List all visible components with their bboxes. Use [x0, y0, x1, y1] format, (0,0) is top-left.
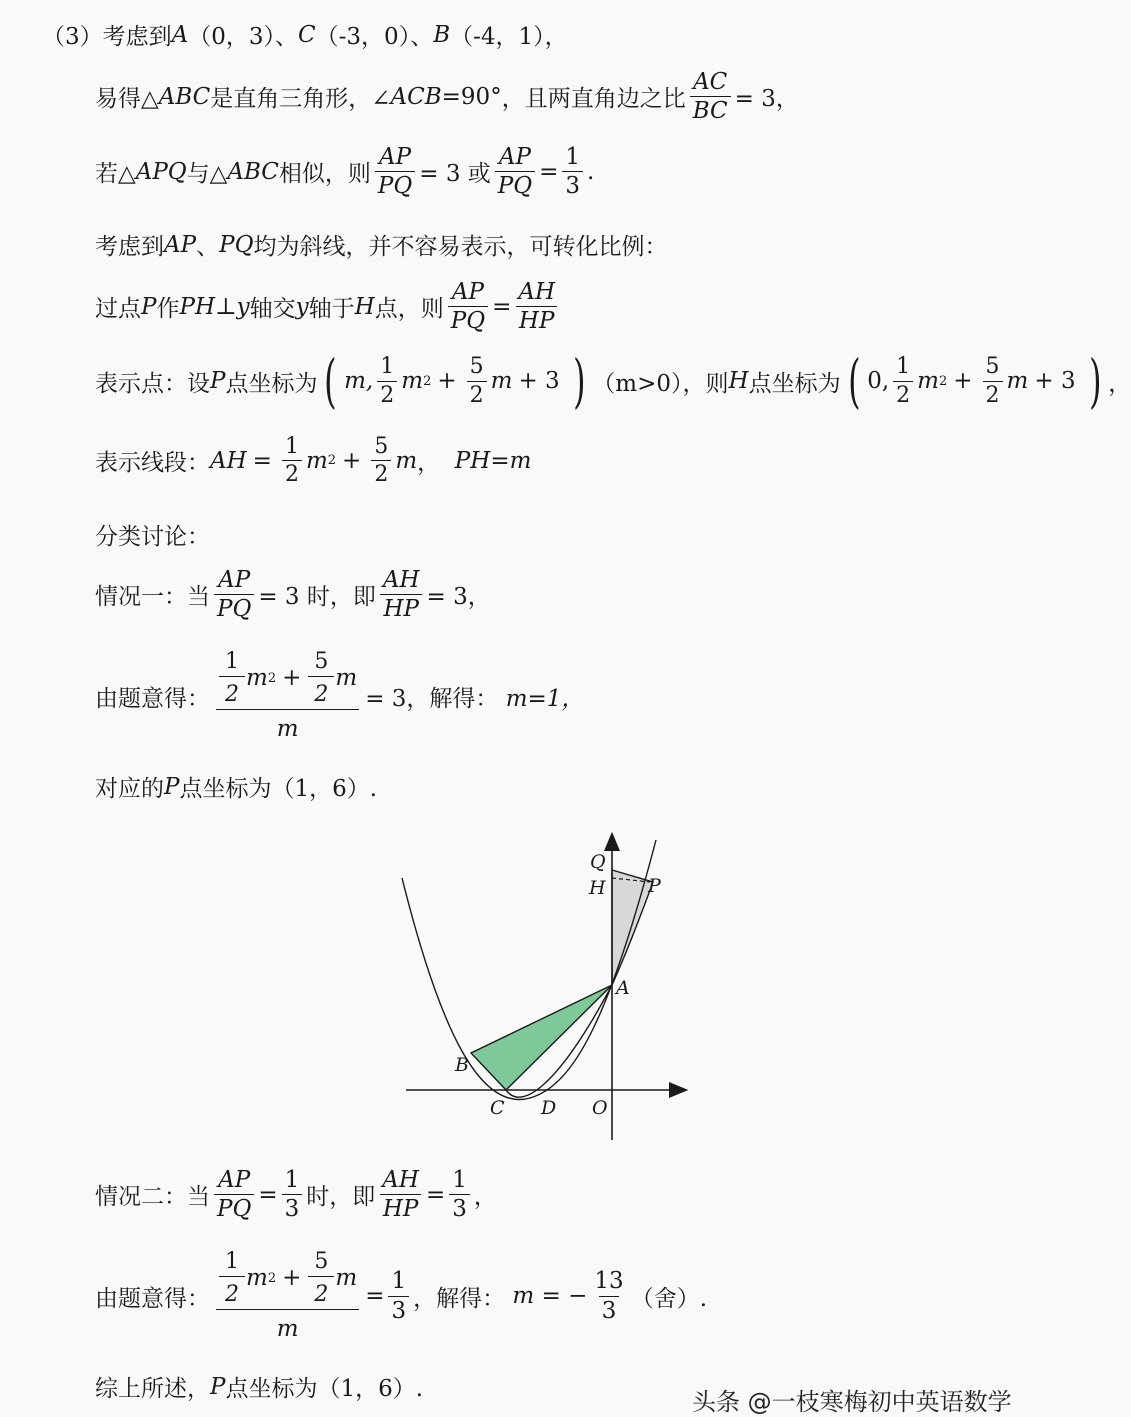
- fraction: $\frac{1}{3}$: [449, 1168, 470, 1221]
- label-o: O: [592, 1097, 608, 1119]
- fraction: $\frac{1}{2}$: [377, 355, 397, 406]
- fraction: $\frac{1}{2}$: [893, 355, 913, 406]
- compound-fraction: $\frac{1}{2}$ m 2 + $\frac{5}{2}$ m m: [216, 650, 359, 742]
- parabola-figure: [380, 830, 700, 1150]
- fraction: $\frac{1}{2}$: [282, 435, 302, 486]
- right-paren: ): [572, 347, 586, 415]
- fraction: $\frac{AP}{PQ}$: [495, 145, 535, 198]
- line-12: 情况二：当 $\frac{AP}{PQ}$ = $\frac{1}{3}$ 时，即 $\frac{AH}{HP}$ = $\frac{1}{3}$ ，: [95, 1167, 497, 1223]
- fraction: $\frac{1}{3}$: [562, 145, 583, 198]
- fraction: $\frac{5}{2}$: [311, 1250, 331, 1306]
- left-paren: (: [847, 347, 861, 415]
- line-10: 由题意得： $\frac{1}{2}$ m 2 + $\frac{5}{2}$ m m = 3，解得： m=1，: [95, 649, 585, 743]
- line-4: 考虑到 AP 、 PQ 均为斜线，并不容易表示，可转化比例：: [95, 231, 668, 260]
- fraction: $\frac{AH}{HP}$: [379, 1168, 422, 1221]
- fraction: $\frac{AP}{PQ}$: [214, 568, 254, 621]
- label-d: D: [541, 1097, 557, 1119]
- fraction: $\frac{AH}{HP}$: [380, 568, 423, 621]
- right-paren: ): [1088, 347, 1102, 415]
- line-6: 表示点：设 P 点坐标为 ( m, $\frac{1}{2}$ m 2 + $\frac{5}{2}$ m + 3 ) （m>0），则 H 点坐标为 ( 0, $\frac{1}{2}$ m 2 + $\frac{5}{2}$ m + 3 ) ，: [95, 347, 1131, 415]
- fraction: $\frac{5}{2}$: [371, 435, 391, 486]
- label-q: Q: [590, 851, 606, 873]
- line-9: 情况一：当 $\frac{AP}{PQ}$ = 3 时，即 $\frac{AH}{HP}$ = 3，: [95, 567, 491, 623]
- line-2: 易得△ ABC 是直角三角形，∠ ACB =90° ，且两直角边之比 $\frac{AC}{BC}$ = 3，: [95, 69, 799, 125]
- fraction: $\frac{AH}{HP}$: [515, 280, 558, 333]
- label-c: C: [490, 1097, 505, 1119]
- triangle-abc: [471, 985, 612, 1090]
- label-h: H: [589, 877, 606, 899]
- left-paren: (: [324, 347, 338, 415]
- fraction: $\frac{1}{3}$: [388, 1269, 409, 1322]
- line-13: 由题意得： $\frac{1}{2}$ m 2 + $\frac{5}{2}$ m m = $\frac{1}{3}$ ，解得： m = − $\frac{13}{3}$ （舍）.: [95, 1249, 707, 1343]
- ratio-fraction: $\frac{AC}{BC}$: [690, 70, 731, 123]
- fraction: $\frac{AP}{PQ}$: [214, 1168, 254, 1221]
- label-p: P: [648, 875, 661, 897]
- fraction: $\frac{5}{2}$: [983, 355, 1003, 406]
- fraction: $\frac{5}{2}$: [467, 355, 487, 406]
- label-a: A: [616, 977, 630, 999]
- fraction: $\frac{AP}{PQ}$: [375, 145, 415, 198]
- line-5: 过点 P 作 PH ⊥ y 轴交 y 轴于 H 点，则 $\frac{AP}{PQ}$ = $\frac{AH}{HP}$: [95, 280, 562, 333]
- fraction: $\frac{1}{2}$: [222, 1250, 242, 1306]
- line-14: 综上所述， P 点坐标为（1，6）.: [95, 1373, 424, 1402]
- line-3: 若△ APQ 与△ ABC 相似，则 $\frac{AP}{PQ}$ = 3 或 $\frac{AP}{PQ}$ = $\frac{1}{3}$ .: [95, 144, 595, 200]
- compound-fraction: $\frac{1}{2}$ m 2 + $\frac{5}{2}$ m m: [216, 1250, 359, 1342]
- fraction: $\frac{1}{2}$: [222, 650, 242, 706]
- fraction: $\frac{13}{3}$: [594, 1268, 624, 1324]
- watermark: 头条 @一枝寒梅初中英语数学: [692, 1388, 1012, 1416]
- line-1: （3）考虑到 A （0，3）、 C （-3，0）、 B （-4，1），: [42, 21, 568, 50]
- label-b: B: [455, 1054, 469, 1076]
- line-8: 分类讨论：: [95, 524, 210, 550]
- line-11: 对应的 P 点坐标为（1，6）.: [95, 773, 378, 802]
- line-7: 表示线段： AH = $\frac{1}{2}$ m 2 + $\frac{5}{2}$ m ， PH =m: [95, 434, 532, 488]
- fraction: $\frac{5}{2}$: [311, 650, 331, 706]
- fraction: $\frac{1}{3}$: [282, 1168, 303, 1221]
- fraction: $\frac{AP}{PQ}$: [448, 280, 488, 333]
